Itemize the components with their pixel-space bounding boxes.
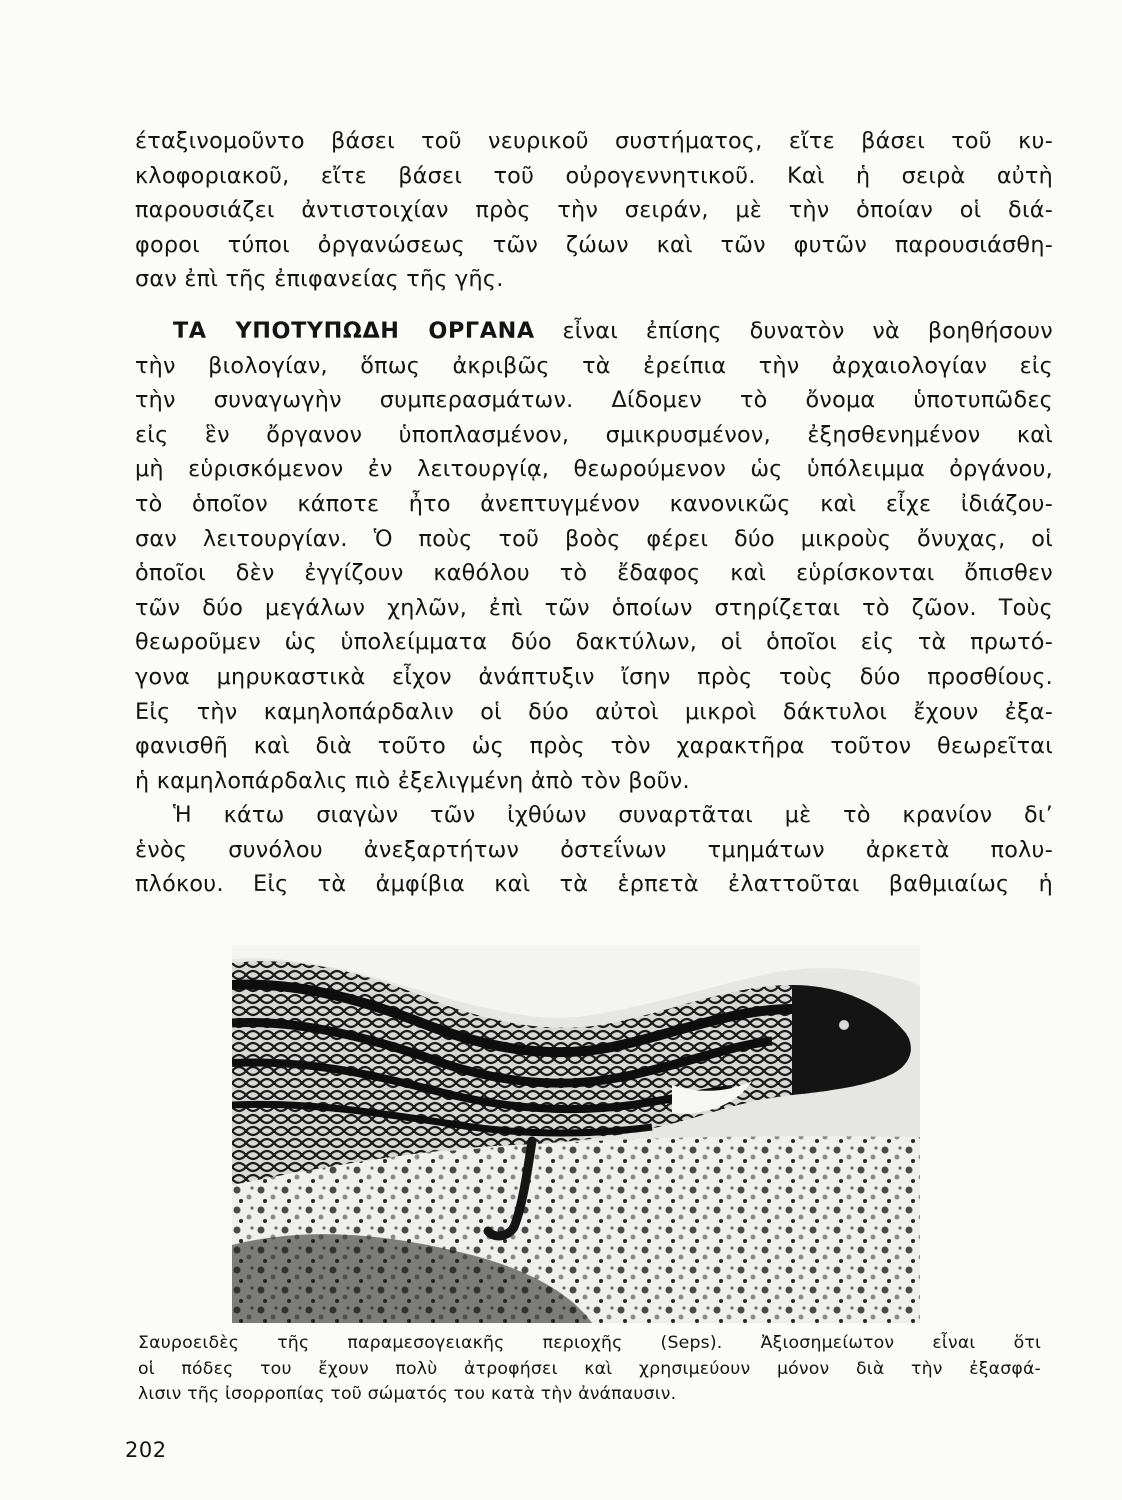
text-line: σαν ἐπὶ τῆς ἐπιφανείας τῆς γῆς. <box>135 266 504 293</box>
text-run: εἶναι ἐπίσης δυνατὸν νὰ βοηθήσουν <box>534 317 1053 344</box>
text-line: τὴν βιολογίαν, ὅπως ἀκριβῶς τὰ ἐρείπια τὴν ἀρχαιολογίαν εἰς <box>135 352 1053 379</box>
lizard-photo <box>232 945 920 1323</box>
caption-line: λισιν τῆς ἰσορροπίας τοῦ σώματός του κατὰ τὴν ἀνάπαυσιν. <box>138 1384 677 1405</box>
figure-caption <box>138 1331 1041 1408</box>
text-line: έταξινομοῦντο βάσει τοῦ νευρικοῦ συστήματος, εἴτε βάσει τοῦ κυ- <box>135 128 1053 154</box>
text-line: κλοφοριακοῦ, εἴτε βάσει τοῦ οὐρογεννητικοῦ. Καὶ ἡ σειρὰ αὐτὴ <box>135 162 1053 189</box>
text-line: θεωροῦμεν ὡς ὑπολείμματα δύο δακτύλων, οἱ ὁποῖοι εἰς τὰ πρωτό- <box>135 629 1053 656</box>
text-line: τὸ ὁποῖον κάποτε ἦτο ἀνεπτυγμένον κανονικῶς καὶ εἶχε ἰδιάζου- <box>135 490 1053 517</box>
text-line: πλόκου. Εἰς τὰ ἀμφίβια καὶ τὰ ἑρπετὰ ἐλαττοῦται βαθμιαίως ἡ <box>135 871 1053 898</box>
text-line: ἡ καμηλοπάρδαλις πιὸ ἐξελιγμένη ἀπὸ τὸν βοῦν. <box>135 767 690 794</box>
lizard-illustration <box>232 945 920 1323</box>
text-line <box>135 314 1053 349</box>
text-line: Ἡ κάτω σιαγὼν τῶν ἰχθύων συναρτᾶται μὲ τὸ κρανίον δι’ <box>173 802 1053 829</box>
text-line: παρουσιάζει ἀντιστοιχίαν πρὸς τὴν σειράν, μὲ τὴν ὁποίαν οἱ διά- <box>135 197 1053 224</box>
text-line: Εἰς τὴν καμηλοπάρδαλιν οἱ δύο αὐτοὶ μικροὶ δάκτυλοι ἔχουν ἐξα- <box>135 698 1053 725</box>
body-text <box>135 124 1053 902</box>
text-line: τὴν συναγωγὴν συμπερασμάτων. Δίδομεν τὸ ὄνομα ὑποτυπῶδες <box>135 387 1053 414</box>
text-line: γονα μηρυκαστικὰ εἶχον ἀνάπτυξιν ἴσην πρὸς τοὺς δύο προσθίους. <box>135 663 1053 690</box>
caption-line: οἱ πόδες του ἔχουν πολὺ ἀτροφήσει καὶ χρησιμεύουν μόνον διὰ τὴν ἐξασφά- <box>138 1358 1041 1379</box>
text-line: ἑνὸς συνόλου ἀνεξαρτήτων ὀστεΐνων τμημάτων ἀρκετὰ πολυ- <box>135 836 1053 863</box>
paragraph-1 <box>135 124 1053 297</box>
paragraph-2 <box>135 314 1053 798</box>
text-line: εἰς ἓν ὄργανον ὑποπλασμένον, σμικρυσμένον, ἐξησθενημένον καὶ <box>135 421 1053 448</box>
text-line: ὁποῖοι δὲν ἐγγίζουν καθόλου τὸ ἔδαφος καὶ εὑρίσκονται ὄπισθεν <box>135 560 1053 587</box>
text-line: μὴ εὑρισκόμενον ἐν λειτουργίᾳ, θεωρούμενον ὡς ὑπόλειμμα ὀργάνου, <box>135 456 1053 483</box>
page-number: 202 <box>125 1438 167 1462</box>
text-line: φοροι τύποι ὀργανώσεως τῶν ζώων καὶ τῶν φυτῶν παρουσιάσθη- <box>135 231 1053 258</box>
section-heading: ΤΑ ΥΠΟΤΥΠΩΔΗ ΟΡΓΑΝΑ <box>173 317 535 344</box>
caption-line: Σαυροειδὲς τῆς παραμεσογειακῆς περιοχῆς (Seps). Ἀξιοσημείωτον εἶναι ὅτι <box>138 1333 1041 1353</box>
paragraph-3 <box>135 798 1053 902</box>
text-line: τῶν δύο μεγάλων χηλῶν, ἐπὶ τῶν ὁποίων στηρίζεται τὸ ζῶον. Τοὺς <box>135 594 1053 621</box>
text-line: σαν λειτουργίαν. Ὁ ποὺς τοῦ βοὸς φέρει δύο μικροὺς ὄνυχας, οἱ <box>135 525 1053 552</box>
text-line: φανισθῆ καὶ διὰ τοῦτο ὡς πρὸς τὸν χαρακτῆρα τοῦτον θεωρεῖται <box>135 733 1053 760</box>
